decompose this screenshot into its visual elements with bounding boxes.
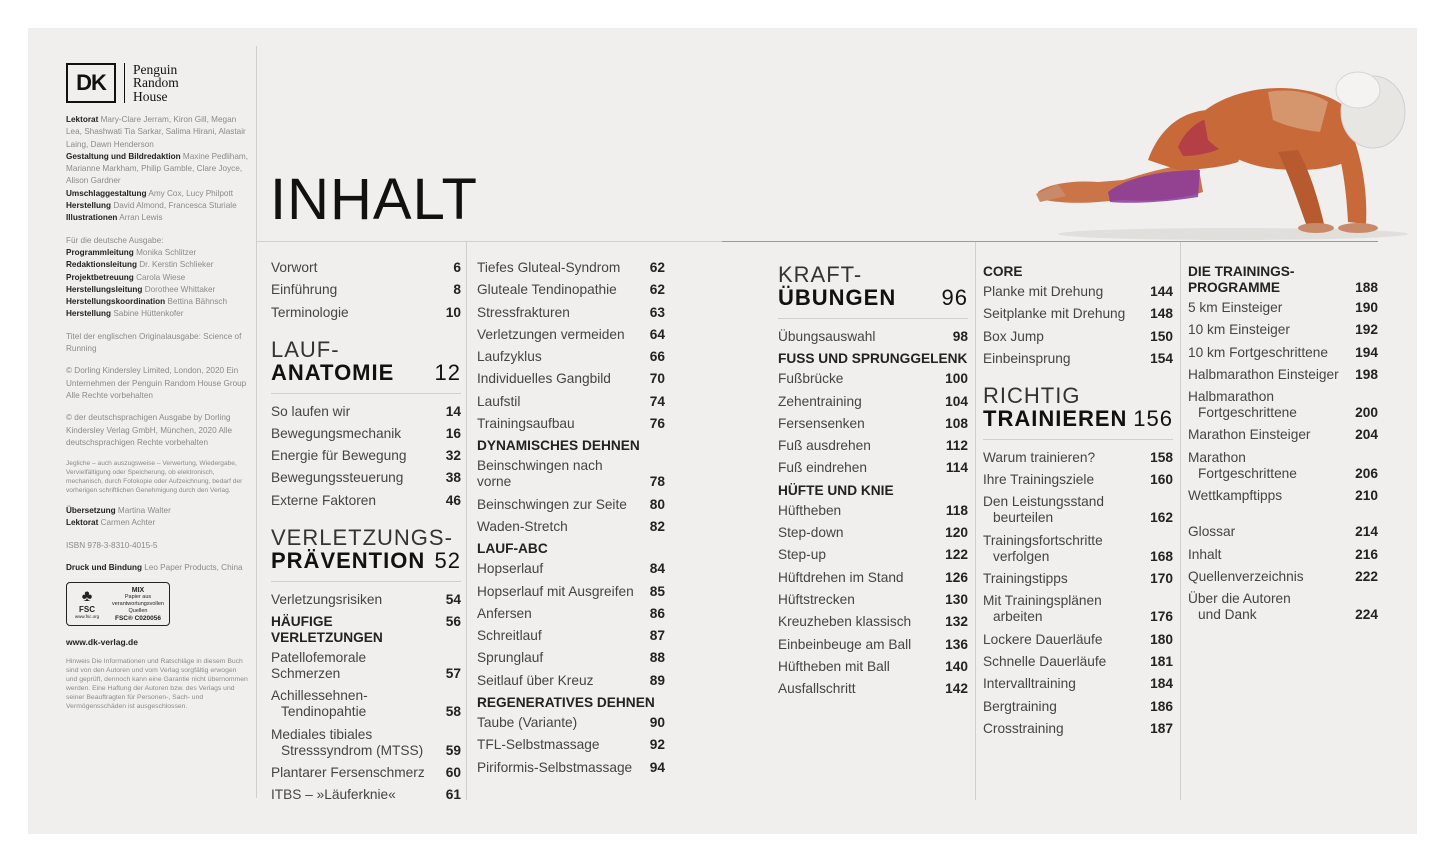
toc-column-4: [983, 260, 1173, 743]
toc-entry[interactable]: Crosstraining 187: [983, 720, 1173, 736]
page-number: 168: [1150, 548, 1173, 564]
credit-line: Illustrationen Arran Lewis: [66, 213, 163, 223]
page-number: 150: [1150, 328, 1173, 344]
toc-entry[interactable]: Step-up 122: [778, 547, 968, 563]
toc-entry[interactable]: 5 km Einsteiger 190: [1188, 300, 1378, 315]
toc-entry[interactable]: Verletzungsrisiken 54: [271, 591, 461, 607]
heading-haeufige-verletzungen[interactable]: HÄUFIGE VERLETZUNGEN 56: [271, 614, 461, 646]
website-link[interactable]: www.dk-verlag.de: [66, 637, 138, 648]
toc-entry[interactable]: Hüftheben 118: [778, 502, 968, 518]
toc-entry[interactable]: Intervalltraining 184: [983, 676, 1173, 692]
page-number: 222: [1355, 568, 1378, 584]
page-number: 130: [945, 591, 968, 607]
page-number: 114: [945, 460, 968, 476]
toc-entry[interactable]: Glossar 214: [1188, 524, 1378, 540]
toc-entry[interactable]: Inhalt 216: [1188, 546, 1378, 562]
page-number: 170: [1150, 571, 1173, 587]
toc-column-5: [1188, 260, 1378, 630]
credit-line: Herstellungskoordination Bettina Bähnsch: [66, 297, 228, 307]
section-lauf-anatomie[interactable]: LAUF- ANATOMIE 12: [271, 339, 461, 394]
toc-column-3: [778, 254, 968, 703]
credits-german: Für die deutsche Ausgabe: Programmleitung Monika Schlitzer Redaktionsleitung Dr. Kerstin Schlieker Projektbetreuung Carola Wiese Herstellungsleitung Dorothee Whittaker Herstellungskoordination Bettina Bähnsch Herstellung Sabine Hüttenkofer: [66, 235, 248, 321]
page-number: 160: [1150, 472, 1173, 488]
section-richtig-trainieren[interactable]: RICHTIG TRAINIEREN 156: [983, 385, 1173, 440]
toc-entry[interactable]: Taube (Variante) 90: [477, 715, 665, 731]
toc-entry[interactable]: 10 km Fortgeschrittene 194: [1188, 344, 1378, 360]
toc-entry[interactable]: Übungsauswahl 98: [778, 329, 968, 344]
dk-logo-icon: DK: [66, 63, 116, 103]
toc-entry[interactable]: Anfersen 86: [477, 605, 665, 621]
page-number: 104: [945, 393, 968, 409]
toc-entry[interactable]: So laufen wir 14: [271, 403, 461, 419]
toc-entry[interactable]: Terminologie 10: [271, 304, 461, 320]
page-number: 60: [445, 764, 461, 780]
toc-entry[interactable]: Lockere Dauerläufe 180: [983, 631, 1173, 647]
page-number: 194: [1355, 344, 1378, 360]
toc-entry[interactable]: Den Leistungsstand beurteilen 162: [983, 494, 1173, 526]
page-number: 62: [649, 282, 665, 298]
page-number: 82: [649, 518, 665, 534]
page-number: 108: [945, 415, 968, 431]
page-number: 85: [649, 583, 665, 599]
toc-entry[interactable]: Trainingstipps 170: [983, 571, 1173, 587]
toc-entry[interactable]: Box Jump 150: [983, 328, 1173, 344]
credit-line: Programmleitung Monika Schlitzer: [66, 247, 197, 257]
page-number: 132: [945, 614, 968, 630]
toc-entry[interactable]: Patellofemorale Schmerzen 57: [271, 650, 461, 682]
copyright-de: © der deutschsprachigen Ausgabe by Dorling Kindersley Verlag GmbH, München, 2020 Alle deutschsprachigen Rechte vorbehalten: [66, 413, 233, 447]
toc-entry[interactable]: Fersensenken 108: [778, 415, 968, 431]
heading-huefte-und-knie[interactable]: HÜFTE UND KNIE: [778, 482, 894, 498]
toc-entry[interactable]: Gluteale Tendinopathie 62: [477, 282, 665, 298]
page-number: 162: [1150, 510, 1173, 526]
toc-entry[interactable]: Hüftheben mit Ball 140: [778, 658, 968, 674]
legal-notice: Jegliche – auch auszugsweise – Verwertung, Wiedergabe, Vervielfältigung oder Speicherung, ob elektronisch, mechanisch, durch Fotokopie oder Aufzeichnung, bedarf der vorherigen schriftlichen Genehmigung durch den Verlag.: [66, 460, 243, 495]
page-number: 86: [649, 605, 665, 621]
page-number: 88: [649, 650, 665, 666]
toc-entry[interactable]: Mit Trainingsplänen arbeiten 176: [983, 593, 1173, 625]
page-number: 10: [445, 304, 461, 320]
page-number: 126: [945, 569, 968, 585]
toc-entry[interactable]: Halbmarathon Einsteiger 198: [1188, 366, 1378, 382]
toc-column-1: [271, 260, 461, 810]
page-number: 32: [445, 448, 461, 464]
toc-entry[interactable]: Hüftdrehen im Stand 126: [778, 569, 968, 585]
toc-entry[interactable]: Marathon Fortgeschrittene 206: [1188, 449, 1378, 481]
toc-entry[interactable]: 10 km Einsteiger 192: [1188, 322, 1378, 338]
page-number: 78: [649, 474, 665, 490]
penguin-random-house-wordmark: Penguin Random House: [133, 61, 179, 104]
page-number: 8: [453, 282, 461, 298]
heading-lauf-abc[interactable]: LAUF-ABC: [477, 541, 548, 557]
page-number: 186: [1150, 698, 1173, 714]
page-number: 200: [1355, 405, 1378, 421]
toc-entry[interactable]: Stressfrakturen 63: [477, 304, 665, 320]
toc-entry[interactable]: Laufstil 74: [477, 393, 665, 409]
toc-entry[interactable]: Fuß eindrehen 114: [778, 460, 968, 476]
toc-entry[interactable]: Ihre Trainingsziele 160: [983, 472, 1173, 488]
toc-entry[interactable]: Wettkampftipps 210: [1188, 488, 1378, 504]
isbn: ISBN 978-3-8310-4015-5: [66, 540, 158, 550]
page-title: INHALT: [270, 167, 478, 232]
page-number: 64: [649, 326, 665, 342]
toc-entry[interactable]: Waden-Stretch 82: [477, 518, 665, 534]
page-number: 98: [952, 329, 968, 344]
toc-entry[interactable]: Über die Autoren und Dank 224: [1188, 591, 1378, 623]
page-number: 14: [445, 403, 461, 419]
page-number: 187: [1150, 720, 1173, 736]
page-number: 76: [649, 416, 665, 432]
toc-entry[interactable]: Beinschwingen nach vorne 78: [477, 458, 665, 490]
page-number: 74: [649, 393, 665, 409]
section-verletzungspraevention[interactable]: VERLETZUNGS- PRÄVENTION 52: [271, 527, 461, 582]
credit-line: Herstellung David Almond, Francesca Sturiale: [66, 201, 237, 211]
toc-entry[interactable]: Tiefes Gluteal-Syndrom 62: [477, 260, 665, 275]
page-number: 16: [445, 425, 461, 441]
page-number: 122: [945, 547, 968, 563]
page-number: 54: [445, 591, 461, 607]
credit-line: Herstellungsleitung Dorothee Whittaker: [66, 284, 216, 294]
page-number: 192: [1355, 322, 1378, 338]
page-number: 198: [1355, 366, 1378, 382]
toc-entry[interactable]: Hopserlauf mit Ausgreifen 85: [477, 583, 665, 599]
printing: Druck und Bindung Leo Paper Products, China: [66, 563, 243, 573]
page-number: 100: [945, 371, 968, 387]
toc-entry[interactable]: Verletzungen vermeiden 64: [477, 326, 665, 342]
disclaimer: Hinweis Die Informationen und Ratschläge in diesem Buch sind von den Autoren und vom Verlag sorgfältig erwogen und geprüft, dennoch kann eine Garantie nicht übernommen werden. Eine Haftung der Autoren bzw. des Verlags und seiner Beauftragten für Personen-, Sach- und Vermögensschäden ist ausgeschlossen.: [66, 657, 248, 710]
page-number: 6: [453, 260, 461, 275]
toc-column-2: [477, 260, 665, 782]
page-number: 120: [945, 525, 968, 541]
credit-line: Herstellung Sabine Hüttenkofer: [66, 309, 184, 319]
page-number: 118: [945, 502, 968, 518]
toc-entry[interactable]: Bewegungssteuerung 38: [271, 470, 461, 486]
page-number: 63: [649, 304, 665, 320]
page-number: 176: [1150, 609, 1173, 625]
toc-entry[interactable]: Quellenverzeichnis 222: [1188, 568, 1378, 584]
page-number: 59: [445, 742, 461, 758]
page-number: 144: [1150, 284, 1173, 299]
toc-entry[interactable]: Fußbrücke 100: [778, 371, 968, 387]
original-title: Titel der englischen Originalausgabe: Science of Running: [66, 331, 242, 354]
page-number: 112: [945, 438, 968, 454]
anatomical-runner-plank-figure-icon: [1028, 52, 1418, 242]
page-number: 190: [1355, 300, 1378, 315]
toc-entry[interactable]: Einbeinbeuge am Ball 136: [778, 636, 968, 652]
toc-entry[interactable]: Energie für Bewegung 32: [271, 448, 461, 464]
toc-entry[interactable]: Ausfallschritt 142: [778, 681, 968, 697]
toc-entry[interactable]: Sprunglauf 88: [477, 650, 665, 666]
page-number: 90: [649, 715, 665, 731]
page-number: 84: [649, 561, 665, 577]
toc-entry[interactable]: Beinschwingen zur Seite 80: [477, 496, 665, 512]
heading-dynamisches-dehnen[interactable]: DYNAMISCHES DEHNEN: [477, 438, 640, 454]
toc-entry[interactable]: Planke mit Drehung 144: [983, 284, 1173, 299]
publisher-logo: [66, 62, 248, 104]
toc-entry[interactable]: Trainingsfortschritte verfolgen 168: [983, 532, 1173, 564]
toc-entry[interactable]: Warum trainieren? 158: [983, 449, 1173, 465]
toc-entry[interactable]: Trainingsaufbau 76: [477, 416, 665, 432]
credit-line: Projektbetreuung Carola Wiese: [66, 272, 186, 282]
toc-entry[interactable]: Schnelle Dauerläufe 181: [983, 653, 1173, 669]
page-number: 214: [1355, 524, 1378, 540]
fsc-label: ♣ FSC www.fsc.org MIX Papier aus verantwortungsvollen Quellen FSC® C020056: [66, 582, 170, 626]
page-number: 92: [649, 737, 665, 753]
page-number: 154: [1150, 350, 1173, 366]
credit-line: Redaktionsleitung Dr. Kerstin Schlieker: [66, 260, 214, 270]
heading-fuss-und-sprunggelenk[interactable]: FUSS UND SPRUNGGELENK: [778, 351, 968, 367]
toc-entry[interactable]: Kreuzheben klassisch 132: [778, 614, 968, 630]
toc-entry[interactable]: Plantarer Fersenschmerz 60: [271, 764, 461, 780]
toc-entry[interactable]: Bergtraining 186: [983, 698, 1173, 714]
toc-entry[interactable]: Seitlauf über Kreuz 89: [477, 672, 665, 688]
book-spread: [28, 28, 1417, 834]
credit-line: Übersetzung Martina Walter: [66, 506, 171, 516]
toc-entry[interactable]: Piriformis-Selbstmassage 94: [477, 759, 665, 775]
credit-line: Lektorat Carmen Achter: [66, 518, 156, 528]
page-number: 46: [445, 492, 461, 508]
imprint-column: [66, 62, 248, 711]
toc-entry[interactable]: Laufzyklus 66: [477, 349, 665, 365]
page-number: 94: [649, 759, 665, 775]
toc-entry[interactable]: Schreitlauf 87: [477, 628, 665, 644]
toc-entry[interactable]: Hüftstrecken 130: [778, 591, 968, 607]
copyright-uk: © Dorling Kindersley Limited, London, 2020 Ein Unternehmen der Penguin Random House Group Alle Rechte vorbehalten: [66, 366, 247, 400]
section-kraftuebungen[interactable]: KRAFT- ÜBUNGEN 96: [778, 264, 968, 319]
page-number: 136: [945, 636, 968, 652]
page-number: 70: [649, 371, 665, 387]
toc-entry[interactable]: Seitplanke mit Drehung 148: [983, 306, 1173, 322]
toc-entry[interactable]: Marathon Einsteiger 204: [1188, 427, 1378, 443]
credits-translation: [66, 505, 248, 530]
toc-entry[interactable]: Bewegungsmechanik 16: [271, 425, 461, 441]
toc-entry[interactable]: Vorwort 6: [271, 260, 461, 275]
page-number: 61: [445, 787, 461, 803]
fsc-tree-icon: ♣: [81, 588, 93, 606]
toc-entry[interactable]: Einbeinsprung 154: [983, 350, 1173, 366]
page-number: 158: [1150, 449, 1173, 465]
credit-line: Lektorat Mary-Clare Jerram, Kiron Gill, Megan Lea, Shashwati Tia Sarkar, Salima Hirani, Alastair Laing, Dawn Henderson: [66, 115, 246, 149]
toc-entry[interactable]: Zehentraining 104: [778, 393, 968, 409]
heading-regeneratives-dehnen[interactable]: REGENERATIVES DEHNEN: [477, 695, 655, 711]
page-number: 89: [649, 672, 665, 688]
page-number: 216: [1355, 546, 1378, 562]
toc-entry[interactable]: Individuelles Gangbild 70: [477, 371, 665, 387]
toc-entry[interactable]: Einführung 8: [271, 282, 461, 298]
page-number: 87: [649, 628, 665, 644]
page-number: 62: [649, 260, 665, 275]
toc-entry[interactable]: Step-down 120: [778, 525, 968, 541]
page-number: 57: [445, 666, 461, 682]
page-number: 180: [1150, 631, 1173, 647]
toc-entry[interactable]: Fuß ausdrehen 112: [778, 438, 968, 454]
page-number: 206: [1355, 465, 1378, 481]
toc-entry[interactable]: Externe Faktoren 46: [271, 492, 461, 508]
credit-line: Gestaltung und Bildredaktion Maxine Pedliham, Marianne Markham, Philip Gamble, Clare Joyce, Alison Gardner: [66, 151, 248, 186]
credit-line: Umschlaggestaltung Amy Cox, Lucy Philpott: [66, 188, 233, 198]
page-number: 224: [1355, 607, 1378, 623]
toc-entry[interactable]: Hopserlauf 84: [477, 561, 665, 577]
credits-original: [66, 114, 248, 225]
page-number: 80: [649, 496, 665, 512]
page-number: 148: [1150, 306, 1173, 322]
page-number: 38: [445, 470, 461, 486]
page-number: 181: [1150, 653, 1173, 669]
page-number: 210: [1355, 488, 1378, 504]
heading-die-trainingsprogramme[interactable]: DIE TRAININGS- PROGRAMME 188: [1188, 264, 1378, 295]
toc-entry[interactable]: TFL-Selbstmassage 92: [477, 737, 665, 753]
toc-entry[interactable]: Mediales tibiales Stresssyndrom (MTSS) 59: [271, 726, 461, 758]
page-number: 66: [649, 349, 665, 365]
page-number: 58: [445, 704, 461, 720]
page-number: 204: [1355, 427, 1378, 443]
heading-core[interactable]: CORE: [983, 264, 1023, 279]
page-number: 140: [945, 658, 968, 674]
toc-entry[interactable]: ITBS – »Läuferknie« 61: [271, 787, 461, 803]
page-number: 184: [1150, 676, 1173, 692]
page-number: 142: [945, 681, 968, 697]
toc-entry[interactable]: Achillessehnen- Tendinopahtie 58: [271, 688, 461, 720]
toc-entry[interactable]: Halbmarathon Fortgeschrittene 200: [1188, 389, 1378, 421]
